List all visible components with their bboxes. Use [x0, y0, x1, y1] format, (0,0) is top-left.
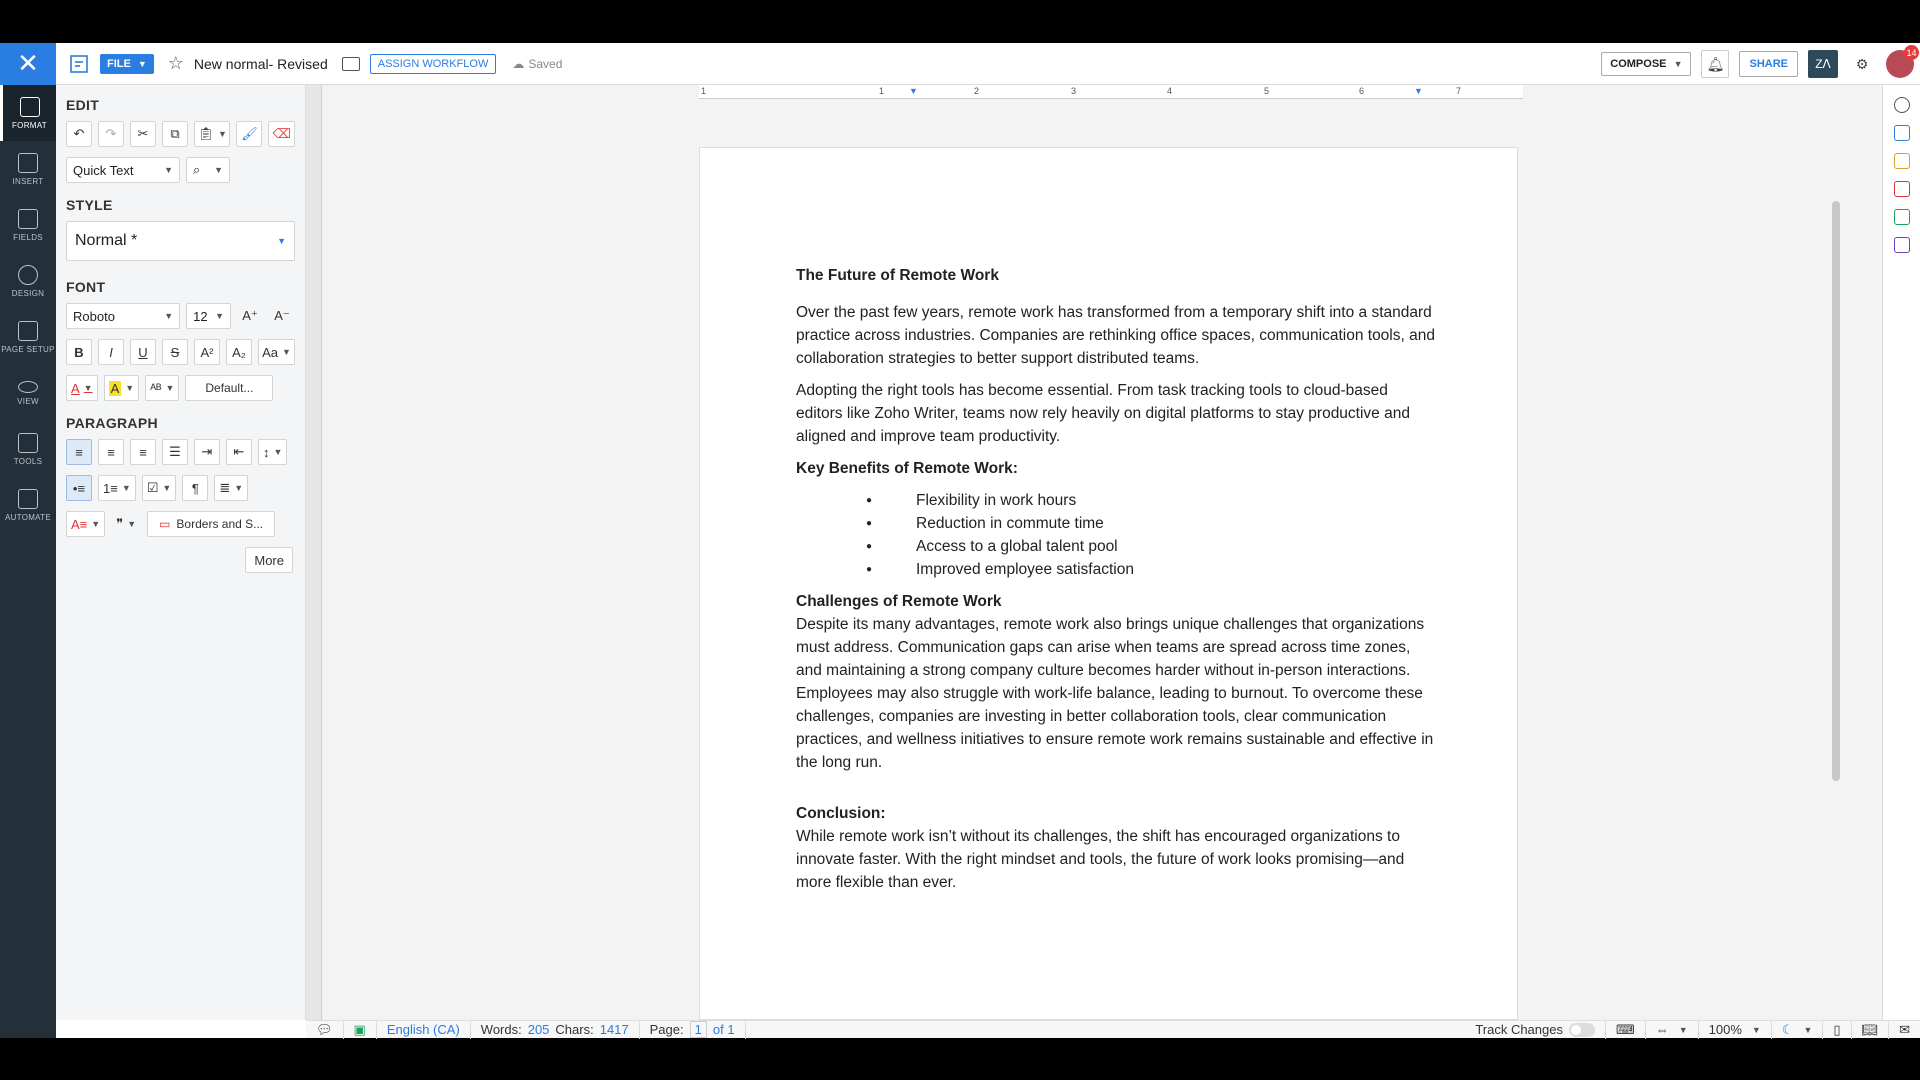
ruler-tick: 3 — [1071, 86, 1077, 96]
reading-view-icon[interactable]: 📖︎ — [1852, 1021, 1890, 1039]
fit-width-icon[interactable]: ⇔ ▼ — [1646, 1021, 1699, 1039]
automate-icon — [18, 489, 38, 509]
style-section-title: STYLE — [66, 197, 113, 213]
scrollbar[interactable] — [1832, 201, 1840, 781]
chevron-down-icon: ▼ — [164, 165, 173, 175]
avatar[interactable] — [1886, 47, 1917, 78]
insert-icon — [18, 153, 38, 173]
change-case-button[interactable]: Aa ▼ — [258, 339, 295, 365]
nav-automate[interactable]: AUTOMATE — [0, 477, 56, 533]
align-left-icon[interactable]: ≡ — [66, 439, 92, 465]
spellcheck-button[interactable]: ᴬᴮ ▼ — [145, 375, 179, 401]
font-color-button[interactable]: A ▼ — [66, 375, 98, 401]
zia-button[interactable]: Zᐱ — [1808, 50, 1838, 78]
chevron-down-icon: ▼ — [162, 483, 172, 493]
chevron-down-icon: ▼ — [121, 483, 131, 493]
chevron-down-icon: ▼ — [91, 519, 101, 529]
page-total: of 1 — [712, 1022, 735, 1037]
page-indicator[interactable] — [640, 1021, 746, 1039]
compose-button[interactable]: COMPOSE ▼ — [1601, 52, 1691, 76]
document-title[interactable]: New normal- Revised — [193, 55, 328, 72]
close-icon[interactable]: ✕ — [0, 43, 56, 85]
chevron-down-icon: ▼ — [1678, 1024, 1688, 1035]
checklist-icon[interactable]: ☑ ▼ — [142, 475, 177, 501]
nav-format[interactable]: FORMAT — [0, 85, 56, 141]
edit-section-title: EDIT — [66, 97, 100, 113]
document-area — [306, 85, 1882, 1020]
words-label: Words: — [480, 1022, 522, 1037]
decrease-font-icon[interactable]: A⁻ — [274, 308, 290, 323]
increase-font-icon[interactable]: A⁺ — [242, 308, 258, 323]
paragraph[interactable]: While remote work isn’t without its challenges, the shift has encouraged organizations to innovate faster. With the right mindset and tools, the future of work looks promising—and more flexible than ever. — [796, 828, 1405, 891]
find-replace-dropdown[interactable] — [186, 157, 230, 183]
chars-label: Chars: — [555, 1022, 594, 1037]
nav-tools[interactable]: TOOLS — [0, 421, 56, 477]
file-menu-button[interactable]: FILE ▼ — [100, 54, 154, 74]
design-icon — [18, 265, 38, 285]
page-setup-icon — [18, 321, 38, 341]
nav-fields[interactable]: FIELDS — [0, 197, 56, 253]
ruler-tick: 1 — [879, 86, 885, 96]
page-input[interactable]: 1 — [690, 1021, 707, 1038]
cloud-icon: ☁ — [512, 56, 525, 71]
comment-icon[interactable]: 💬︎ — [306, 1021, 344, 1039]
track-changes-label: Track Changes — [1475, 1022, 1563, 1037]
copy-icon[interactable]: ⧉ — [162, 121, 188, 147]
doc-title[interactable]: The Future of Remote Work — [796, 267, 999, 284]
chevron-down-icon: ▼ — [234, 483, 244, 493]
default-format-button[interactable]: Default... — [185, 375, 273, 401]
integration-icon[interactable] — [1894, 153, 1910, 169]
nav-view[interactable]: VIEW — [0, 365, 56, 421]
conclusion-heading[interactable]: Conclusion: — [796, 805, 886, 822]
nav-insert[interactable]: INSERT — [0, 141, 56, 197]
list-item[interactable]: ● Flexibility in work hours — [796, 489, 1436, 512]
paragraph[interactable]: Adopting the right tools has become essential. From task tracking tools to cloud-based editors like Zoho Writer, teams now rely heavily on digital platforms to stay productive and aligned and improve team productivity. — [796, 382, 1410, 445]
tools-icon — [18, 433, 38, 453]
chevron-down-icon: ▼ — [137, 58, 147, 69]
strikethrough-button[interactable]: S — [162, 339, 188, 365]
line-spacing-icon[interactable]: ↕ ▼ — [258, 439, 287, 465]
align-right-icon[interactable]: ≡ — [130, 439, 156, 465]
star-icon[interactable]: ☆ — [167, 53, 184, 73]
track-changes[interactable] — [1465, 1021, 1606, 1039]
chevron-down-icon: ▼ — [1673, 59, 1683, 69]
format-panel — [56, 85, 306, 1020]
more-button[interactable]: More — [245, 547, 293, 573]
underline-button[interactable]: U — [130, 339, 156, 365]
page-label: Page: — [649, 1022, 684, 1037]
chevron-down-icon: ▼ — [125, 383, 135, 393]
paragraph[interactable]: Over the past few years, remote work has transformed from a temporary shift into a standard practice across industries. Companies are rethinking office spaces, communication tools, and collaboration strategies to better support distributed teams. — [796, 304, 1435, 367]
horizontal-ruler[interactable] — [699, 85, 1523, 99]
numbered-list-icon[interactable]: 1≡ ▼ — [98, 475, 136, 501]
status-bar — [306, 1020, 1920, 1038]
word-count[interactable] — [471, 1021, 640, 1039]
folder-icon[interactable] — [342, 57, 360, 71]
quick-text-dropdown[interactable]: Quick Text ▼ — [66, 157, 180, 183]
subscript-button[interactable]: A₂ — [226, 339, 252, 365]
cut-icon[interactable]: ✂ — [130, 121, 156, 147]
chevron-down-icon: ▼ — [1751, 1024, 1761, 1035]
bullet-list-icon[interactable]: •≡ — [66, 475, 92, 501]
night-mode-icon[interactable]: ☾ ▼ — [1772, 1021, 1824, 1039]
list-item[interactable]: ● Improved employee satisfaction — [796, 558, 1436, 581]
ruler-tick: 2 — [974, 86, 980, 96]
superscript-button[interactable]: A² — [194, 339, 220, 365]
share-button[interactable]: SHARE — [1739, 51, 1798, 77]
assign-workflow-button[interactable]: ASSIGN WORKFLOW — [370, 54, 497, 74]
zoom-dropdown[interactable]: 100% ▼ — [1699, 1021, 1772, 1039]
left-nav — [0, 85, 56, 1038]
align-center-icon[interactable]: ≡ — [98, 439, 124, 465]
info-icon[interactable] — [1894, 97, 1910, 113]
bell-icon[interactable]: 🔔︎ — [1701, 50, 1729, 78]
nav-page-setup[interactable]: PAGE SETUP — [0, 309, 56, 365]
quote-icon[interactable]: ❞ ▼ — [116, 516, 137, 531]
eraser-icon[interactable]: ⌫ — [268, 121, 295, 147]
indent-marker-icon[interactable]: ▼ — [909, 86, 918, 96]
paragraph-style-icon[interactable]: ≣ ▼ — [214, 475, 248, 501]
chars-value: 1417 — [599, 1022, 629, 1037]
app-window — [0, 43, 1920, 1038]
binoculars-icon: ⌕ — [193, 162, 201, 177]
paragraph-section-title: PARAGRAPH — [66, 415, 158, 431]
chevron-down-icon: ▼ — [83, 383, 93, 393]
eye-icon — [18, 381, 38, 393]
benefits-heading[interactable]: Key Benefits of Remote Work: — [796, 460, 1018, 477]
list-item[interactable]: ● Access to a global talent pool — [796, 535, 1436, 558]
gear-icon[interactable]: ⚙ — [1855, 55, 1869, 72]
chevron-down-icon: ▼ — [164, 311, 174, 321]
chevron-down-icon: ▼ — [127, 519, 137, 529]
right-indent-marker-icon[interactable]: ▼ — [1414, 86, 1423, 96]
italic-button[interactable]: I — [98, 339, 124, 365]
saved-label: Saved — [528, 56, 563, 71]
chevron-down-icon: ▼ — [1803, 1024, 1813, 1035]
keyboard-icon[interactable]: ⌨ — [1606, 1021, 1646, 1039]
ruler-tick: 4 — [1167, 86, 1173, 96]
chevron-down-icon: ▼ — [282, 347, 291, 357]
justify-icon[interactable]: ☰ — [162, 439, 188, 465]
chevron-down-icon: ▼ — [273, 447, 283, 457]
document-icon — [68, 53, 90, 75]
ruler-tick: 7 — [1456, 86, 1462, 96]
paste-icon[interactable]: 📋︎ ▼ — [194, 121, 230, 147]
top-bar — [0, 43, 1920, 85]
notification-badge: 14 — [1904, 45, 1919, 60]
indent-decrease-icon[interactable]: ⇤ — [226, 439, 252, 465]
format-painter-icon[interactable]: 🖌︎ — [236, 121, 262, 147]
indent-increase-icon[interactable]: ⇥ — [194, 439, 220, 465]
format-icon — [20, 97, 40, 117]
doc-status-icon[interactable]: ▣ — [344, 1021, 377, 1039]
chevron-down-icon: ▼ — [165, 383, 175, 393]
undo-icon[interactable]: ↶ — [66, 121, 92, 147]
font-family-dropdown[interactable]: Roboto ▼ — [66, 303, 180, 329]
document-content[interactable] — [796, 264, 1436, 903]
ruler-tick: 6 — [1359, 86, 1365, 96]
chat-icon[interactable] — [1894, 125, 1910, 141]
borders-shading-button[interactable]: ▭ Borders and S... — [147, 511, 275, 537]
style-dropdown[interactable]: Normal * ▼ — [66, 221, 295, 261]
zoho-app-icon[interactable] — [1894, 181, 1910, 197]
redo-icon[interactable]: ↷ — [98, 121, 124, 147]
ruler-tick: 1 — [701, 86, 707, 96]
benefits-list — [796, 489, 1436, 581]
right-rail — [1882, 85, 1920, 1038]
paragraph[interactable]: Despite its many advantages, remote work also brings unique challenges that organizations must address. Communication gaps can arise when teams are spread across time zones, and maintaining a strong company culture becomes harder without in-person interactions. Employees may also struggle with work-life balance, leading to burnout. To overcome these challenges, companies are investing in better collaboration tools, clear communication practices, and wellness initiatives to ensure remote work remains sustainable and effective in the long run. — [796, 616, 1434, 771]
highlight-icon: A — [110, 380, 120, 396]
list-item[interactable]: ● Reduction in commute time — [796, 512, 1436, 535]
challenges-heading[interactable]: Challenges of Remote Work — [796, 593, 1002, 610]
page-view-icon[interactable]: ▯ — [1823, 1021, 1851, 1039]
track-changes-toggle[interactable] — [1569, 1023, 1595, 1037]
nav-design[interactable]: DESIGN — [0, 253, 56, 309]
doc-app-icon[interactable] — [1894, 209, 1910, 225]
bold-button[interactable]: B — [66, 339, 92, 365]
vertical-ruler — [306, 85, 322, 1020]
ruler-tick: 5 — [1264, 86, 1270, 96]
puzzle-icon[interactable] — [1894, 237, 1910, 253]
chevron-down-icon: ▼ — [214, 165, 223, 175]
font-size-dropdown[interactable]: 12 ▼ — [186, 303, 231, 329]
text-style-icon[interactable]: A≡ ▼ — [66, 511, 105, 537]
pilcrow-icon[interactable]: ¶ — [182, 475, 208, 501]
language-selector[interactable]: English (CA) — [377, 1021, 471, 1039]
font-section-title: FONT — [66, 279, 106, 295]
chevron-down-icon: ▼ — [218, 129, 227, 139]
fields-icon — [18, 209, 38, 229]
mail-icon[interactable]: ✉ — [1899, 1021, 1910, 1037]
save-status — [512, 57, 562, 71]
words-value: 205 — [527, 1022, 550, 1037]
chevron-down-icon: ▼ — [277, 236, 286, 246]
chevron-down-icon: ▼ — [215, 311, 224, 321]
topbar-actions — [1601, 43, 1920, 85]
border-icon: ▭ — [159, 517, 171, 531]
document-page[interactable] — [699, 147, 1518, 1020]
highlight-color-button[interactable] — [104, 375, 140, 401]
